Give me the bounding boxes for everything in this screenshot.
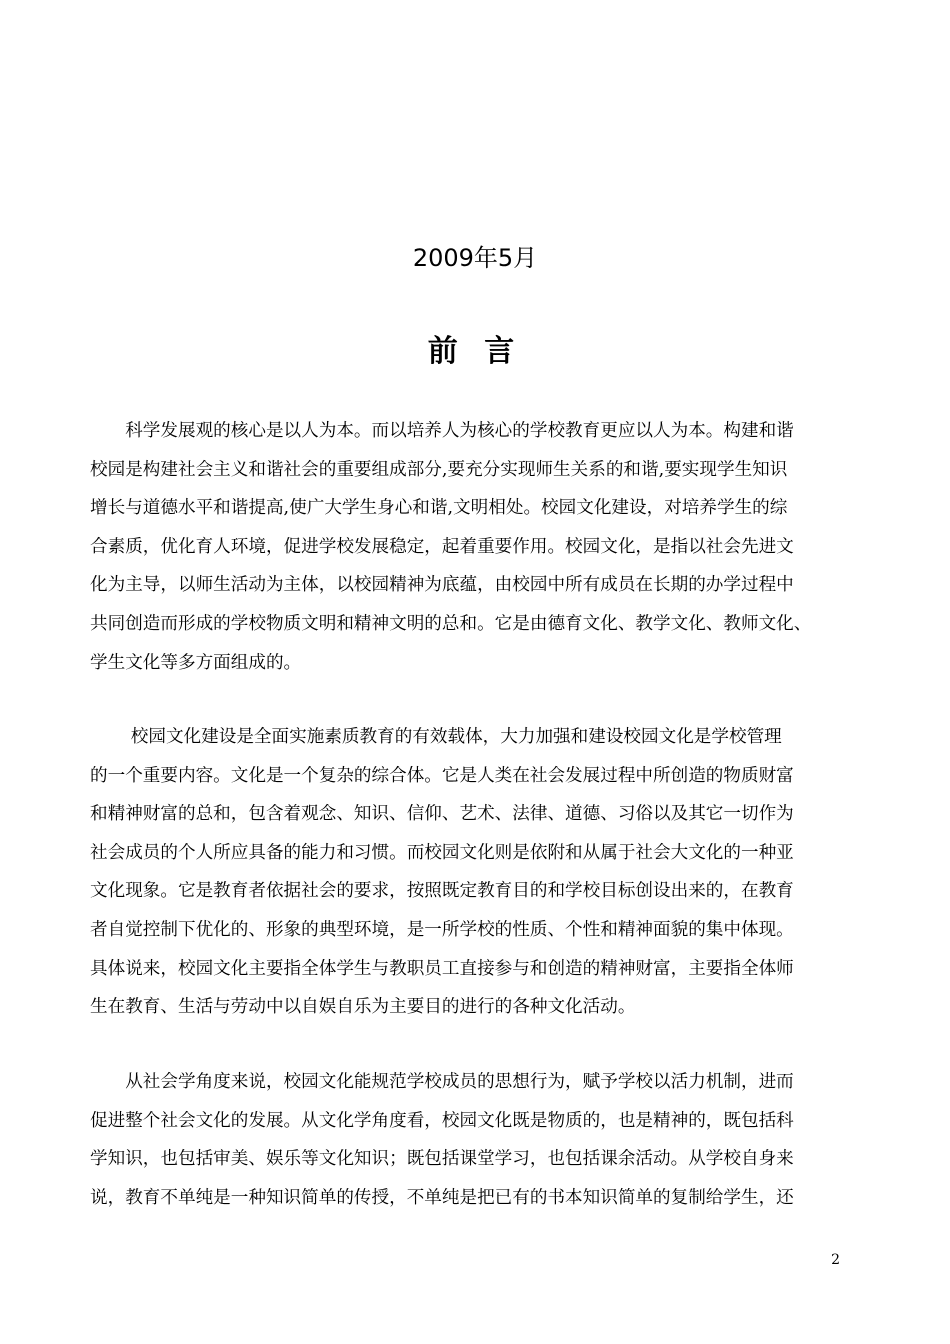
- text-line: 社会成员的个人所应具备的能力和习惯。而校园文化则是依附和从属于社会大文化的一种亚: [90, 842, 794, 863]
- document-date: 2009年5月: [412, 244, 538, 272]
- text-line: 学知识，也包括审美、娱乐等文化知识；既包括课堂学习，也包括课余活动。从学校自身来: [90, 1149, 794, 1170]
- text-line: 增长与道德水平和谐提高,使广大学生身心和谐,文明相处。校园文化建设，对培养学生的综: [90, 498, 788, 519]
- text-line: 者自觉控制下优化的、形象的典型环境，是一所学校的性质、个性和精神面貌的集中体现。: [90, 919, 794, 940]
- section-heading: 前 言: [427, 334, 523, 369]
- text-line: 生在教育、生活与劳动中以自娱自乐为主要目的进行的各种文化活动。: [90, 997, 636, 1018]
- text-line: 科学发展观的核心是以人为本。而以培养人为核心的学校教育更应以人为本。构建和谐: [90, 421, 794, 441]
- text-line: 从社会学角度来说，校园文化能规范学校成员的思想行为，赋予学校以活力机制，进而: [90, 1072, 794, 1092]
- text-line: 具体说来，校园文化主要指全体学生与教职员工直接参与和创造的精神财富，主要指全体师: [90, 958, 794, 979]
- text-line: 化为主导，以师生活动为主体，以校园精神为底蕴，由校园中所有成员在长期的办学过程中: [90, 575, 794, 596]
- text-line: 共同创造而形成的学校物质文明和精神文明的总和。它是由德育文化、教学文化、教师文化、: [90, 613, 812, 634]
- text-line: 促进整个社会文化的发展。从文化学角度看，校园文化既是物质的，也是精神的，既包括科: [90, 1110, 794, 1131]
- text-line: 合素质，优化育人环境，促进学校发展稳定，起着重要作用。校园文化，是指以社会先进文: [90, 536, 794, 557]
- page-number: 2: [831, 1252, 840, 1268]
- text-line: 学生文化等多方面组成的。: [90, 652, 302, 673]
- paragraph-3: [90, 1063, 862, 1217]
- text-line: 校园是构建社会主义和谐社会的重要组成部分,要充分实现师生关系的和谐,要实现学生知识: [90, 459, 788, 480]
- text-line: 说，教育不单纯是一种知识简单的传授，不单纯是把已有的书本知识简单的复制给学生，还: [90, 1187, 794, 1208]
- text-line: 和精神财富的总和，包含着观念、知识、信仰、艺术、法律、道德、习俗以及其它一切作为: [90, 804, 794, 825]
- text-line: 的一个重要内容。文化是一个复杂的综合体。它是人类在社会发展过程中所创造的物质财富: [90, 765, 794, 786]
- text-line: 文化现象。它是教育者依据社会的要求，按照既定教育目的和学校目标创设出来的，在教育: [90, 881, 794, 902]
- paragraph-1: [90, 412, 862, 682]
- text-line: 校园文化建设是全面实施素质教育的有效载体，大力加强和建设校园文化是学校管理: [90, 727, 782, 747]
- paragraph-2: [90, 718, 862, 1027]
